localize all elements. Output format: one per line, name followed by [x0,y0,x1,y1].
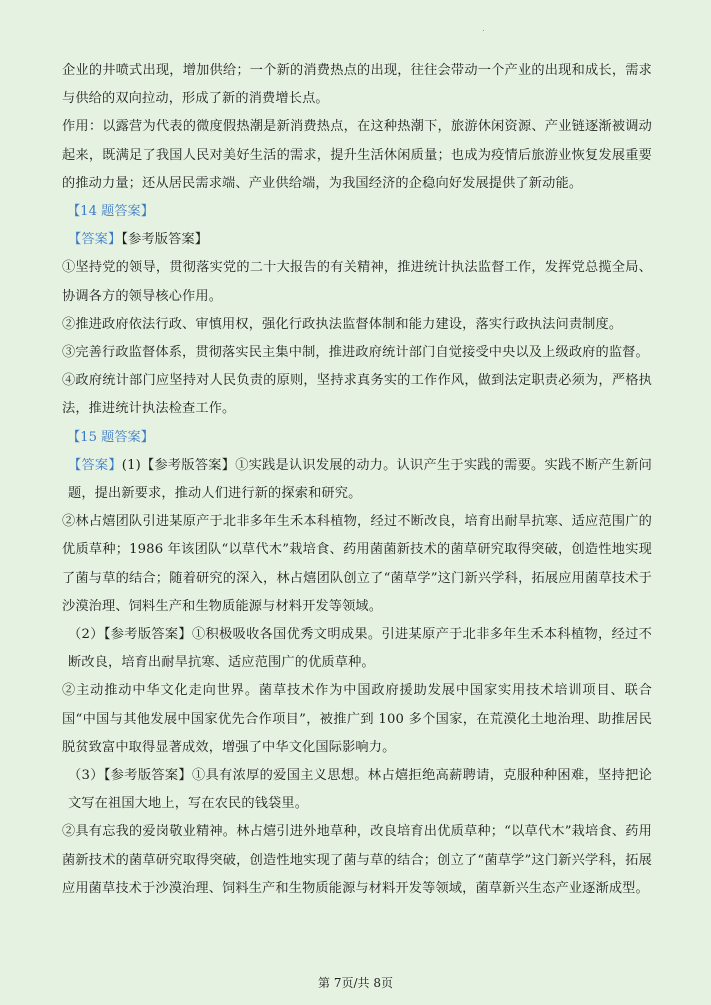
zuoyong-text: 以露营为代表的微度假热潮是新消费热点，在这种热潮下，旅游休闲资源、产业链逐渐被调动起来，既满足了我国人民对美好生活的需求，提升生活休闲质量；也成为疫情后旅游业恢复发展重要的推动力量；还从居民需求端、产业供给端，为我国经济的企稳向好发展提供了新动能。 [62,119,652,191]
q14-ref-tag: 【参考版答案】 [121,232,209,248]
zuoyong-paragraph [62,113,652,198]
q15-answer-tag: 【答案】 [68,457,122,473]
q14-item-3: ③完善行政监督体系，贯彻落实民主集中制，推进政府统计部门自觉接受中央以及上级政府的监督。 [62,345,649,361]
q15-part3-prefix: （3）【参考版答案】 [68,768,192,784]
q15-part3-first [62,762,652,818]
q15-part1-prefix: (1)【参考版答案】 [121,457,236,473]
q15-part1-text: ①实践是认识发展的动力。认识产生于实践的需要。实践不断产生新问题，提出新要求，推动人们进行新的探索和研究。 [68,457,652,502]
q15-part1-first [62,452,652,508]
q14-answer-line [62,226,652,254]
zuoyong-label: 作用： [62,119,103,135]
q14-item-1: ①坚持党的领导，贯彻落实党的二十大报告的有关精神，推进统计执法监督工作，发挥党总揽全局、协调各方的领导核心作用。 [62,260,652,304]
scan-speck [483,30,484,31]
q14-heading: 【14 题答案】 [67,204,154,220]
q14-item-2: ②推进政府依法行政、审慎用权，强化行政执法监督体制和能力建设，落实行政执法问责制度。 [62,316,623,332]
page-number-footer: 第 7页/共 8页 [318,976,393,990]
q15-part3-second: ②具有忘我的爱岗敬业精神。林占熺引进外地草种，改良培育出优质草种；“以草代木”栽培食、药用菌新技术的菌草研究取得突破，创造性地实现了菌与草的结合；创立了“菌草学”这门新兴学科，拓展应用菌草技术于沙漠治理、饲料生产和生物质能源与材料开发等领域，菌草新兴生态产业逐渐成型。 [62,824,652,896]
page-content [62,57,652,903]
q15-part1-second: ②林占熺团队引进某原产于北非多年生禾本科植物，经过不断改良，培育出耐旱抗寒、适应范围广的优质草种；1986 年该团队“以草代木”栽培食、药用菌菌新技术的菌草研究取得突破，创造性地实现了菌与草的结合；随着研究的深入，林占熺团队创立了“菌草学”这门新兴学科，拓展应用菌草技术于沙漠治理、饲料生产和生物质能源与材料开发等领域。 [62,514,652,614]
intro-paragraph: 企业的井喷式出现，增加供给；一个新的消费热点的出现，往往会带动一个产业的出现和成长，需求与供给的双向拉动，形成了新的消费增长点。 [62,63,652,107]
q15-part3-text: ①具有浓厚的爱国主义思想。林占熺拒绝高薪聘请，克服种种困难，坚持把论文写在祖国大地上，写在农民的钱袋里。 [68,768,652,812]
q15-part2-first [62,621,652,677]
q14-answer-tag: 【答案】 [68,232,122,248]
q15-part2-second: ②主动推动中华文化走向世界。菌草技术作为中国政府援助发展中国家实用技术培训项目、联合国“中国与其他发展中国家优先合作项目”，被推广到 100 多个国家，在荒漠化土地治理、助推居民脱贫致富中取得显著成效，增强了中华文化国际影响力。 [62,683,652,755]
q15-part2-text: ①积极吸收各国优秀文明成果。引进某原产于北非多年生禾本科植物，经过不断改良，培育出耐旱抗寒、适应范围广的优质草种。 [68,627,652,671]
q15-heading: 【15 题答案】 [67,429,154,445]
q15-part2-prefix: （2）【参考版答案】 [68,627,192,643]
q14-item-4: ④政府统计部门应坚持对人民负责的原则，坚持求真务实的工作作风，做到法定职责必须为，严格执法，推进统计执法检查工作。 [62,373,652,417]
